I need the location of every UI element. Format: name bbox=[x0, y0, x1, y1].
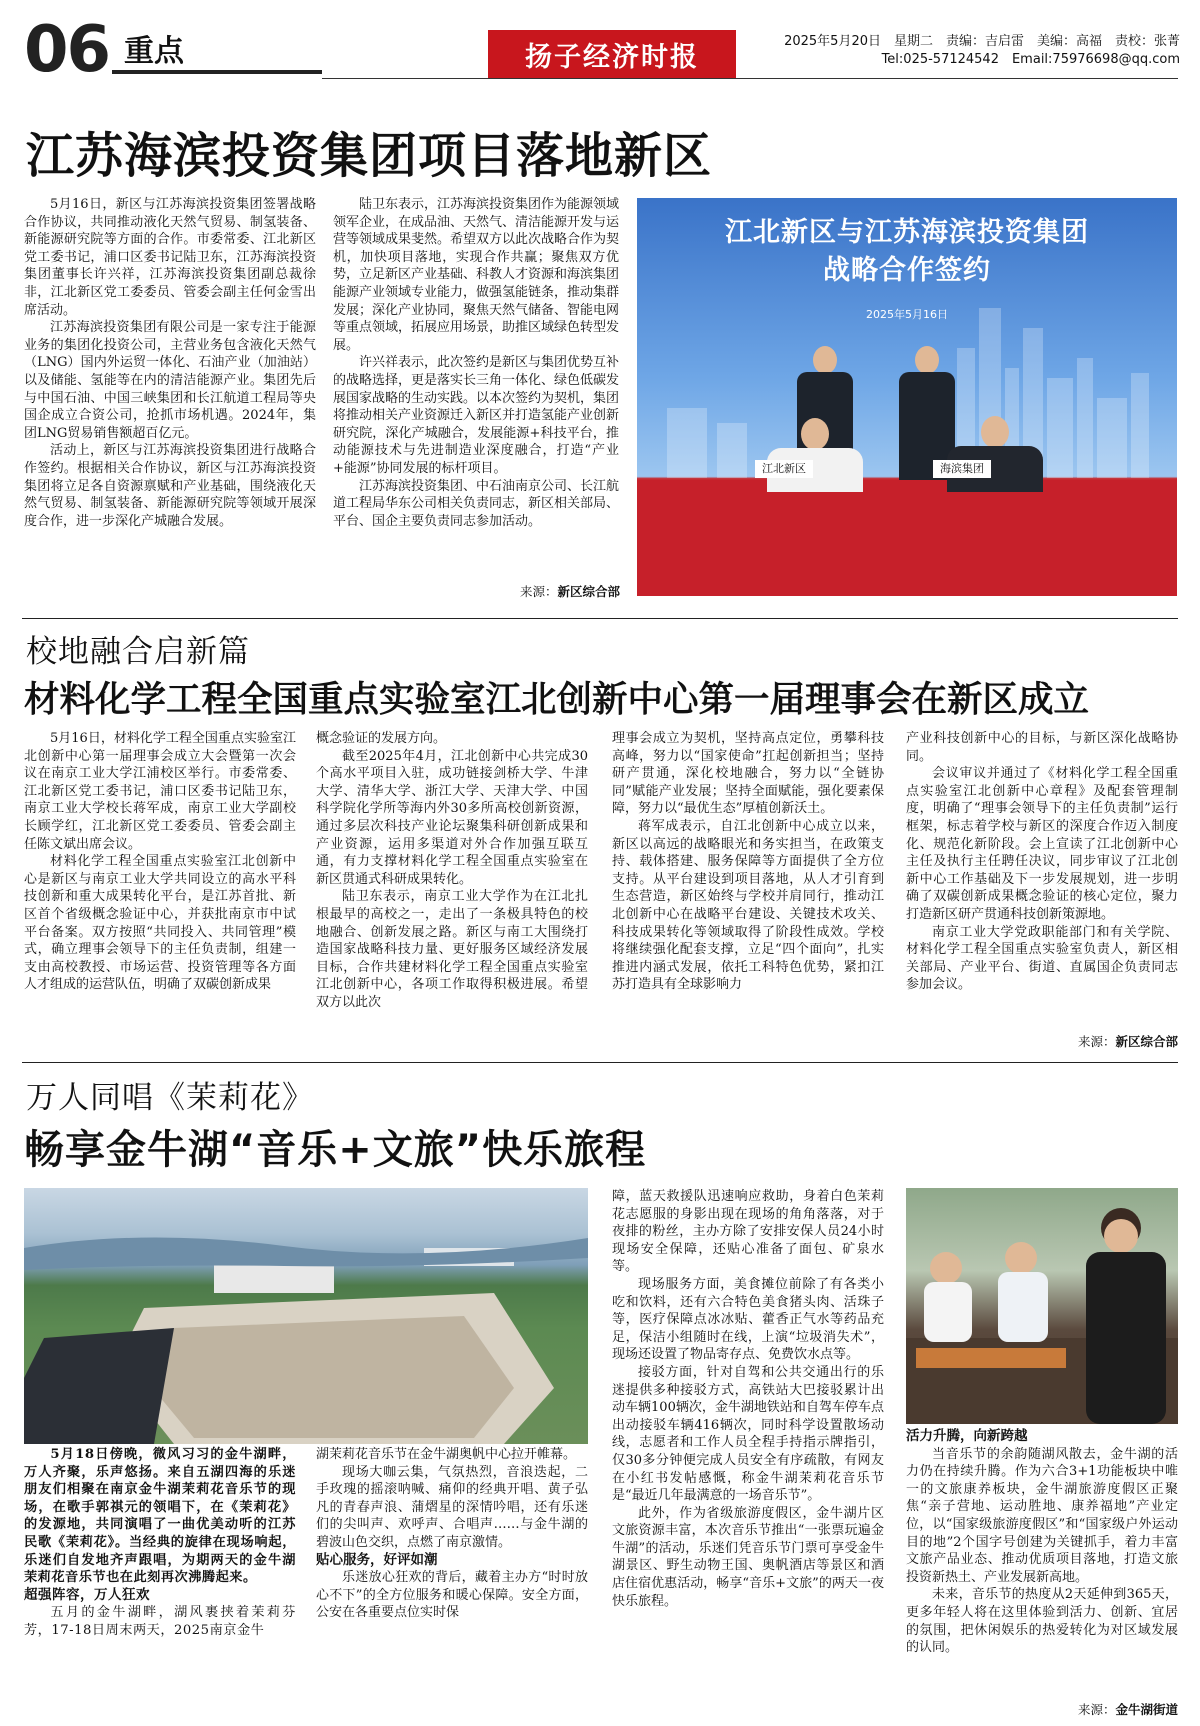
article1-col2 bbox=[333, 196, 619, 584]
paragraph: 产业科技创新中心的目标，与新区深化战略协同。 bbox=[906, 731, 1178, 764]
header-info-line2: Tel:025-57124542 Email:75976698@qq.com bbox=[881, 52, 1180, 67]
paragraph: 现场服务方面，美食摊位前除了有各类小吃和饮料，还有六合特色美食猪头肉、活珠子等，医疗保障点冰冰贴、藿香正气水等药品充足，保洁小组随时在线，上演“垃圾消失术”，现场还设置了物品寄存点、免费饮水点等。 bbox=[612, 1276, 884, 1363]
backdrop-title-line1: 江北新区与江苏海滨投资集团 bbox=[725, 217, 1089, 248]
source-name: 新区综合部 bbox=[557, 584, 620, 599]
section-divider bbox=[22, 1062, 1178, 1063]
person-signing bbox=[947, 416, 1043, 492]
page-number: 06 bbox=[24, 13, 110, 87]
paragraph: 会议审议并通过了《材料化学工程全国重点实验室江北创新中心章程》及配套管理制度，明确了“理事会领导下的主任负责制”运行框架，标志着学校与新区的深度合作迈入制度化、规范化新阶段。会上宣读了江北创新中心主任及执行主任聘任决议，同步审议了江北创新中心工作基础及下一步发展规划，进一步明确了双碳创新成果概念验证的核心定位，聚力打造新区研产贯通科技创新策源地。 bbox=[906, 766, 1178, 922]
article3-col3 bbox=[612, 1188, 884, 1716]
paragraph: 5月18日傍晚，微风习习的金牛湖畔，万人齐聚，乐声悠扬。来自五湖四海的乐迷朋友们相聚在南京金牛湖茉莉花音乐节的现场，在歌手郭祺元的领唱下，在《茉莉花》的发源地，共同演唱了一曲优美动听的江苏民歌《茉莉花》。当经典的旋律在现场响起，乐迷们自发地齐声跟唱，为期两天的金牛湖茉莉花音乐节也在此刻再次沸腾起来。 bbox=[24, 1447, 296, 1586]
article2-source bbox=[1010, 1032, 1178, 1050]
article3-col1 bbox=[24, 1446, 296, 1716]
nameplate-left: 江北新区 bbox=[755, 460, 813, 478]
backdrop-date: 2025年5月16日 bbox=[866, 308, 948, 321]
paragraph: 陆卫东表示，江苏海滨投资集团作为能源领域领军企业，在成品油、天然气、清洁能源开发与运营等领域成果斐然。希望双方以此次战略合作为契机，加快项目落地，实现合作共赢；聚焦双方优势，立足新区产业基础、科教人才资源和海滨集团能源产业领域专业能力，做强氢能链条，推动集群发展；深化产业协同，聚焦天然气储备、智能电网等重点领域，拓展应用场景，助推区域绿色转型发展。 bbox=[333, 197, 619, 353]
page-number-rule bbox=[112, 70, 322, 74]
paragraph: 许兴祥表示，此次签约是新区与集团优势互补的战略选择，更是落实长三角一体化、绿色低碳发展国家战略的生动实践。以本次签约为契机，集团将推动相关产业资源迁入新区并打造氢能产业创新研究院，深化产城融合，发展能源+科技平台，推动能源技术与先进制造业深度融合，打造“产业+能源”协同发展的标杆项目。 bbox=[333, 355, 619, 476]
header-rule bbox=[322, 78, 1178, 79]
festival-aerial-photo bbox=[24, 1188, 588, 1444]
article3-source bbox=[1010, 1700, 1178, 1718]
paragraph: 南京工业大学党政职能部门和有关学院、材料化学工程全国重点实验室负责人，新区相关部局、产业平台、街道、直属国企负责同志参加会议。 bbox=[906, 924, 1178, 993]
signing-table bbox=[637, 480, 1177, 596]
article2-col4 bbox=[906, 730, 1178, 1030]
paragraph: 江苏海滨投资集团有限公司是一家专注于能源业务的集团化投资公司，主营业务包含液化天然气（LNG）国内外运贸一体化、石油产业（加油站）以及储能、氢能等在内的清洁能源产业。集团先后与中国石油、中国三峡集团和长江航道工程局等央国企成立合资公司，抢抓市场机遇。2024年，集团LNG贸易销售额超百亿元。 bbox=[24, 320, 316, 441]
festival-crowd-graphic bbox=[24, 1188, 588, 1444]
source-label: 来源： bbox=[519, 584, 558, 599]
section-divider bbox=[22, 618, 1178, 619]
paragraph: 截至2025年4月，江北创新中心共完成30个高水平项目入驻，成功链接剑桥大学、牛津大学、清华大学、浙江大学、天津大学、中国科学院化学所等海内外30多所高校创新资源，通过多层次科技产业论坛聚集科研创新成果和产业资源，运用多渠道对外合作加强互联互通，有力支撑材料化学工程全国重点实验室在新区贯通式科研成果转化。 bbox=[316, 748, 588, 887]
paragraph: 理事会成立为契机，坚持高点定位，勇攀科技高峰，努力以“国家使命”扛起创新担当；坚持研产贯通，深化校地融合，努力以“全链协同”赋能产业发展；坚持全面赋能，强化要素保障，努力以“最优生态”厚植创新沃土。 bbox=[612, 731, 884, 817]
article1-source bbox=[470, 582, 620, 600]
article3-kicker: 万人同唱《茉莉花》 bbox=[26, 1080, 314, 1116]
paragraph: 此外，作为省级旅游度假区，金牛湖片区文旅资源丰富，本次音乐节推出“一张票玩遍金牛湖”的活动，乐迷们凭音乐节门票可享受金牛湖景区、野生动物王国、奥帆酒店等景区和酒店住宿优惠活动，畅享“音乐+文旅”的两天一夜快乐旅程。 bbox=[612, 1505, 884, 1609]
paragraph: 陆卫东表示，南京工业大学作为在江北扎根最早的高校之一，走出了一条极具特色的校地融合、创新发展之路。新区与南工大围绕打造国家战略科技力量、更好服务区域经济发展目标，合作共建材料化学工程全国重点实验室江北创新中心，各项工作取得积极进展。希望双方以此次 bbox=[316, 889, 588, 1010]
source-name: 金牛湖街道 bbox=[1115, 1702, 1178, 1717]
subheading: 贴心服务，好评如潮 bbox=[316, 1551, 438, 1568]
subheading: 超强阵容，万人狂欢 bbox=[24, 1586, 150, 1603]
paragraph: 概念验证的发展方向。 bbox=[316, 731, 447, 746]
article1-headline: 江苏海滨投资集团项目落地新区 bbox=[26, 128, 713, 184]
article3-col4 bbox=[906, 1428, 1178, 1698]
person-signing bbox=[767, 418, 863, 492]
header-info-line1: 2025年5月20日 星期二 责编：吉启雷 美编：高福 责校：张菁 bbox=[784, 34, 1180, 49]
paragraph: 蒋军成表示，自江北创新中心成立以来，新区以高远的战略眼光和务实担当，在政策支持、载体搭建、服务保障等方面提供了全方位支持。从平台建设到项目落地，从人才引育到生态营造，新区始终与学校并肩同行，推动江北创新中心在战略平台建设、关键技术攻关、科技成果转化等领域取得了阶段性成效。学校将继续强化配套支撑，立足“四个面向”，扎实推进内涵式发展，依托工科特色优势，紧扣江苏打造具有全球影响力 bbox=[612, 818, 884, 993]
paragraph: 湖茉莉花音乐节在金牛湖奥帆中心拉开帷幕。 bbox=[316, 1447, 577, 1462]
paragraph: 未来，音乐节的热度从2天延伸到365天，更多年轻人将在这里体验到活力、创新、宜居的氛围，把休闲娱乐的热爱转化为对区域发展的认同。 bbox=[906, 1587, 1178, 1656]
source-label: 来源： bbox=[1077, 1702, 1116, 1717]
backdrop-title-line2: 战略合作签约 bbox=[823, 255, 991, 286]
source-name: 新区综合部 bbox=[1115, 1034, 1178, 1049]
paragraph: 5月16日，新区与江苏海滨投资集团签署战略合作协议，共同推动液化天然气贸易、制氢装备、新能源研究院等方面的合作。市委常委、江北新区党工委书记，浦口区委书记陆卫东，江苏海滨投资集团董事长许兴祥，江苏海滨投资集团副总裁徐非，江北新区党工委委员、管委会副主任何金雪出席活动。 bbox=[24, 197, 316, 318]
paragraph: 接驳方面，针对自驾和公共交通出行的乐迷提供多种接驳方式，高铁站大巴接驳累计出动车辆100辆次，金牛湖地铁站和自驾车停车点出动接驳车辆416辆次，同时科学设置散场动线，志愿者和工作人员全程手持指示牌指引，仅30多分钟便完成人员安全有序疏散，有网友在小红书发帖感慨，称金牛湖茉莉花音乐节是“最近几年最满意的一场音乐节”。 bbox=[612, 1364, 884, 1504]
article2-col3 bbox=[612, 730, 884, 1046]
food-stall-graphic bbox=[906, 1188, 1178, 1424]
food-stall-photo bbox=[906, 1188, 1178, 1424]
paragraph: 乐迷放心狂欢的背后，藏着主办方“时时放心不下”的全方位服务和暖心保障。安全方面，公安在各重要点位实时保 bbox=[316, 1570, 588, 1621]
paragraph: 材料化学工程全国重点实验室江北创新中心是新区与南京工业大学共同设立的高水平科技创新和重大成果转化平台，是江苏首批、新区首个省级概念验证中心，并获批南京市中试平台备案。双方按照“共同投入、共同管理”模式，确立理事会领导下的主任负责制，组建一支由高校教授、市场运营、投资管理等各方面人才组成的运营队伍，明确了双碳创新成果 bbox=[24, 854, 296, 993]
source-label: 来源： bbox=[1077, 1034, 1116, 1049]
section-name: 重点 bbox=[124, 34, 184, 69]
article2-headline: 材料化学工程全国重点实验室江北创新中心第一届理事会在新区成立 bbox=[24, 679, 1090, 720]
masthead-logo-text: 扬子经济时报 bbox=[525, 41, 699, 73]
article3-col2 bbox=[316, 1446, 588, 1716]
paragraph: 5月16日，材料化学工程全国重点实验室江北创新中心第一届理事会成立大会暨第一次会议在南京工业大学江浦校区举行。市委常委、江北新区党工委书记，浦口区委书记陆卫东，南京工业大学校长蒋军成，南京工业大学副校长顾学红，江北新区党工委委员、管委会副主任陈文斌出席会议。 bbox=[24, 731, 296, 852]
article3-headline: 畅享金牛湖“音乐+文旅”快乐旅程 bbox=[24, 1127, 647, 1173]
nameplate-right: 海滨集团 bbox=[933, 460, 991, 478]
signing-ceremony-photo bbox=[637, 198, 1177, 596]
paragraph: 现场大咖云集，气氛热烈，音浪迭起，二手玫瑰的摇滚呐喊、痛仰的经典开唱、黄子弘凡的青春声浪、蒲熠星的深情吟唱，还有乐迷们的尖叫声、欢呼声、合唱声……与金牛湖的碧波山色交织，点燃了南京激情。 bbox=[316, 1464, 588, 1550]
article1-col1 bbox=[24, 196, 316, 600]
paragraph: 五月的金牛湖畔，湖风裹挟着茉莉芬芳，17-18日周末两天，2025南京金牛 bbox=[24, 1605, 296, 1638]
article2-col2 bbox=[316, 730, 588, 1046]
paragraph: 当音乐节的余韵随湖风散去，金牛湖的活力仍在持续升腾。作为六合3+1功能板块中唯一的文旅康养板块，金牛湖旅游度假区正聚焦“亲子营地、运动胜地、康养福地”产业定位，以“国家级旅游度假区”和“国家级户外运动目的地”2个国字号创建为关键抓手，着力丰富文旅产品业态、推动优质项目落地，打造文旅投资新热土、产业发展新高地。 bbox=[906, 1446, 1178, 1585]
article2-kicker: 校地融合启新篇 bbox=[26, 634, 250, 670]
paragraph: 江苏海滨投资集团、中石油南京公司、长江航道工程局华东公司相关负责同志，新区相关部局、平台、国企主要负责同志参加活动。 bbox=[333, 478, 619, 529]
masthead-logo bbox=[488, 30, 736, 78]
paragraph: 障，蓝天救援队迅速响应救助，身着白色茉莉花志愿服的身影出现在现场的角角落落，对于夜排的粉丝，主办方除了安排安保人员24小时现场安全保障，还贴心准备了面包、矿泉水等。 bbox=[612, 1189, 884, 1275]
subheading: 活力升腾，向新跨越 bbox=[906, 1428, 1028, 1444]
paragraph: 活动上，新区与江苏海滨投资集团进行战略合作签约。根据相关合作协议，新区与江苏海滨投资集团将立足各自资源禀赋和产业基础，围绕液化天然气贸易、制氢装备、新能源研究院等领域开展深度合作，进一步深化产城融合发展。 bbox=[24, 443, 316, 529]
article2-col1 bbox=[24, 730, 296, 1046]
